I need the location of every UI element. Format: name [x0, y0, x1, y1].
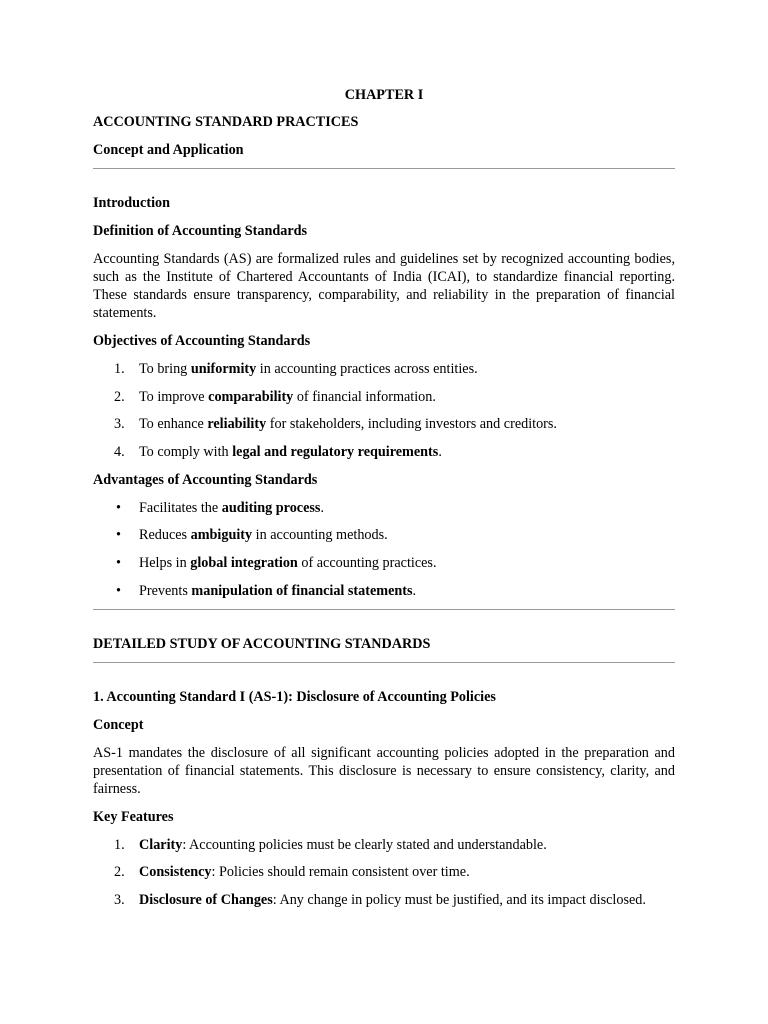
divider — [93, 168, 675, 169]
list-item-text: Reduces — [139, 527, 191, 544]
list-item-emphasis: reliability — [207, 416, 267, 433]
list-item — [93, 891, 675, 909]
list-number: 2. — [114, 864, 125, 881]
list-number: 3. — [114, 891, 125, 908]
list-item-text: To comply with — [139, 443, 233, 460]
detailed-study-heading: DETAILED STUDY OF ACCOUNTING STANDARDS — [93, 635, 431, 652]
divider — [93, 662, 675, 663]
key-features-heading: Key Features — [93, 808, 174, 825]
list-item-emphasis: Clarity — [139, 836, 183, 853]
objectives-list — [93, 360, 675, 461]
list-item — [93, 863, 675, 881]
list-item — [93, 415, 675, 433]
concept-paragraph: AS-1 mandates the disclosure of all significant accounting policies adopted in the preparation and presentation of financial statements. This disclosure is necessary to ensure consistency, clarity, and fairness. — [93, 744, 675, 797]
document-subtitle: Concept and Application — [93, 142, 244, 158]
list-number: 1. — [114, 361, 125, 377]
list-item-text: : Accounting policies must be clearly stated and understandable. — [182, 836, 547, 853]
advantages-list — [93, 499, 675, 600]
advantages-heading: Advantages of Accounting Standards — [93, 471, 318, 488]
objectives-heading: Objectives of Accounting Standards — [93, 333, 311, 349]
bullet-icon: • — [116, 582, 121, 599]
bullet-icon: • — [116, 554, 121, 571]
list-item-text: Prevents — [139, 582, 192, 599]
list-item-emphasis: manipulation of financial statements — [191, 582, 413, 599]
introduction-heading: Introduction — [93, 195, 170, 211]
list-item-text: in accounting methods. — [252, 527, 388, 544]
list-item-text: for stakeholders, including investors and creditors. — [266, 416, 557, 433]
list-item-text: . — [320, 499, 324, 516]
list-item-text: To enhance — [139, 416, 208, 433]
list-item — [93, 526, 675, 544]
list-item-emphasis: Consistency — [139, 864, 212, 881]
bullet-icon: • — [116, 499, 121, 516]
list-item-emphasis: ambiguity — [190, 527, 253, 544]
list-item-emphasis: comparability — [208, 388, 294, 405]
list-item — [93, 388, 675, 406]
list-item-emphasis: auditing process — [221, 499, 321, 516]
definition-paragraph: Accounting Standards (AS) are formalized rules and guidelines set by recognized accounting bodies, such as the Institute of Chartered Accountants of India (ICAI), to standardize financial reporting. These standards ensure transparency, comparability, and reliability in the preparation of financial statements. — [93, 251, 675, 321]
key-features-list — [93, 836, 675, 909]
chapter-label: CHAPTER I — [344, 87, 424, 103]
definition-heading: Definition of Accounting Standards — [93, 223, 308, 239]
list-item-text: . — [412, 582, 417, 599]
concept-heading: Concept — [93, 716, 144, 733]
list-item-text: Facilitates the — [139, 499, 222, 516]
list-number: 2. — [114, 388, 125, 405]
list-number: 4. — [114, 443, 125, 460]
list-number: 1. — [114, 836, 125, 853]
list-item-text: Helps in — [139, 554, 191, 571]
list-item — [93, 582, 675, 600]
list-item-emphasis: Disclosure of Changes — [139, 891, 273, 908]
list-item — [93, 554, 675, 572]
list-item — [93, 360, 675, 378]
list-number: 3. — [114, 416, 125, 433]
list-item-text: . — [438, 443, 442, 460]
list-item-text: of financial information. — [293, 388, 436, 405]
list-item — [93, 499, 675, 517]
list-item — [93, 836, 675, 854]
list-item — [93, 443, 675, 461]
list-item-text: of accounting practices. — [297, 554, 437, 571]
list-item-emphasis: uniformity — [190, 361, 257, 377]
list-item-emphasis: global integration — [190, 554, 298, 571]
divider — [93, 609, 675, 610]
list-item-text: : Policies should remain consistent over time. — [211, 864, 470, 881]
bullet-icon: • — [116, 527, 121, 544]
as1-heading: 1. Accounting Standard I (AS-1): Disclosure of Accounting Policies — [93, 688, 496, 705]
document-title: ACCOUNTING STANDARD PRACTICES — [93, 114, 359, 130]
list-item-text: To improve — [139, 388, 209, 405]
list-item-text: To bring — [139, 361, 191, 377]
list-item-text: : Any change in policy must be justified, and its impact disclosed. — [272, 891, 646, 908]
list-item-text: in accounting practices across entities. — [256, 361, 478, 377]
list-item-emphasis: legal and regulatory requirements — [232, 443, 439, 460]
